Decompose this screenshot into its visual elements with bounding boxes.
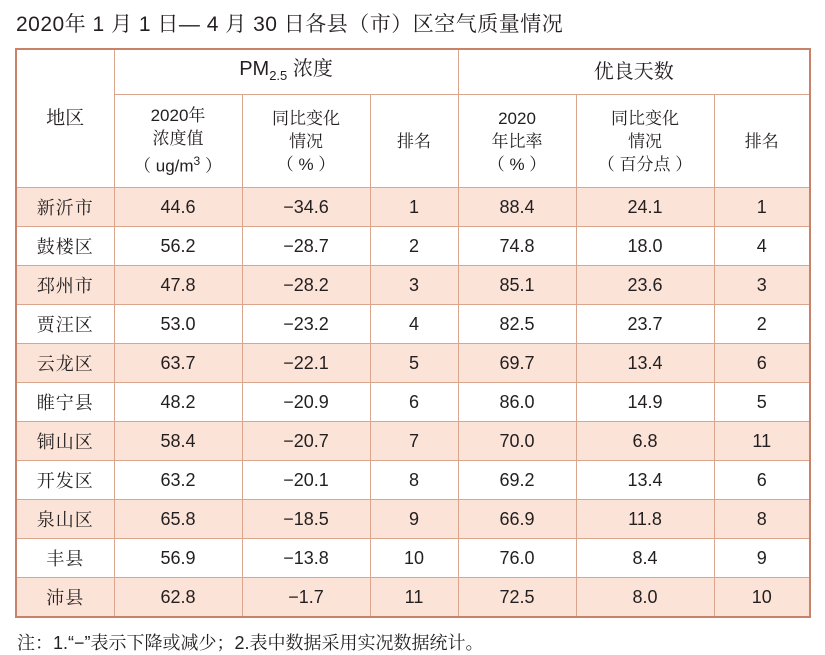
table-header-group-row bbox=[16, 49, 810, 95]
pm25-change-line2: 情况 bbox=[289, 131, 323, 151]
cell-pm25-value: 53.0 bbox=[114, 305, 242, 344]
cell-region: 贾汪区 bbox=[16, 305, 114, 344]
cell-good-rank: 4 bbox=[714, 227, 810, 266]
cell-pm25-rank: 5 bbox=[370, 344, 458, 383]
cell-good-change: 13.4 bbox=[576, 344, 714, 383]
cell-good-rank: 2 bbox=[714, 305, 810, 344]
cell-pm25-rank: 3 bbox=[370, 266, 458, 305]
cell-good-change: 8.0 bbox=[576, 578, 714, 618]
cell-good-rate: 82.5 bbox=[458, 305, 576, 344]
cell-region: 云龙区 bbox=[16, 344, 114, 383]
cell-good-rate: 85.1 bbox=[458, 266, 576, 305]
cell-pm25-value: 56.2 bbox=[114, 227, 242, 266]
table-row bbox=[16, 305, 810, 344]
column-header-good-change bbox=[576, 95, 714, 188]
cell-good-rate: 69.2 bbox=[458, 461, 576, 500]
pm25-unit-suffix: ） bbox=[200, 156, 222, 176]
column-header-pm25-change bbox=[242, 95, 370, 188]
cell-good-change: 6.8 bbox=[576, 422, 714, 461]
cell-pm25-value: 65.8 bbox=[114, 500, 242, 539]
cell-region: 沛县 bbox=[16, 578, 114, 618]
cell-good-rank: 8 bbox=[714, 500, 810, 539]
cell-good-change: 23.7 bbox=[576, 305, 714, 344]
cell-pm25-rank: 11 bbox=[370, 578, 458, 618]
cell-good-change: 11.8 bbox=[576, 500, 714, 539]
cell-pm25-change: −20.9 bbox=[242, 383, 370, 422]
cell-pm25-value: 63.7 bbox=[114, 344, 242, 383]
cell-good-rank: 9 bbox=[714, 539, 810, 578]
good-rate-line1: 2020 bbox=[498, 108, 536, 128]
pm25-value-line3 bbox=[117, 150, 240, 178]
air-quality-table bbox=[15, 48, 811, 618]
cell-good-rate: 76.0 bbox=[458, 539, 576, 578]
cell-good-rank: 5 bbox=[714, 383, 810, 422]
cell-good-rate: 88.4 bbox=[458, 188, 576, 227]
pm25-label-main: PM bbox=[239, 57, 270, 80]
cell-pm25-change: −23.2 bbox=[242, 305, 370, 344]
cell-region: 开发区 bbox=[16, 461, 114, 500]
cell-good-rate: 66.9 bbox=[458, 500, 576, 539]
cell-pm25-rank: 7 bbox=[370, 422, 458, 461]
pm25-unit-superscript: 3 bbox=[193, 154, 201, 169]
table-row bbox=[16, 578, 810, 618]
table-row bbox=[16, 539, 810, 578]
cell-region: 新沂市 bbox=[16, 188, 114, 227]
cell-pm25-value: 56.9 bbox=[114, 539, 242, 578]
good-change-line2: 情况 bbox=[628, 131, 663, 151]
cell-good-change: 13.4 bbox=[576, 461, 714, 500]
cell-region: 丰县 bbox=[16, 539, 114, 578]
cell-pm25-rank: 1 bbox=[370, 188, 458, 227]
pm25-value-line1: 2020年 bbox=[150, 106, 206, 126]
cell-pm25-value: 44.6 bbox=[114, 188, 242, 227]
cell-pm25-change: −20.1 bbox=[242, 461, 370, 500]
cell-good-rate: 70.0 bbox=[458, 422, 576, 461]
table-row bbox=[16, 383, 810, 422]
cell-pm25-change: −1.7 bbox=[242, 578, 370, 618]
cell-pm25-rank: 2 bbox=[370, 227, 458, 266]
cell-good-change: 8.4 bbox=[576, 539, 714, 578]
cell-region: 邳州市 bbox=[16, 266, 114, 305]
pm25-change-line3: （ % ） bbox=[276, 154, 336, 174]
table-header-sub-row bbox=[16, 95, 810, 188]
table-row bbox=[16, 461, 810, 500]
cell-good-change: 23.6 bbox=[576, 266, 714, 305]
cell-good-change: 18.0 bbox=[576, 227, 714, 266]
cell-pm25-value: 63.2 bbox=[114, 461, 242, 500]
cell-good-rank: 10 bbox=[714, 578, 810, 618]
table-row bbox=[16, 227, 810, 266]
cell-region: 睢宁县 bbox=[16, 383, 114, 422]
cell-pm25-value: 62.8 bbox=[114, 578, 242, 618]
cell-pm25-rank: 8 bbox=[370, 461, 458, 500]
column-group-header-pm25 bbox=[114, 49, 458, 95]
table-row bbox=[16, 500, 810, 539]
cell-good-rank: 6 bbox=[714, 344, 810, 383]
cell-pm25-change: −20.7 bbox=[242, 422, 370, 461]
cell-good-rate: 86.0 bbox=[458, 383, 576, 422]
column-header-pm25-value bbox=[114, 95, 242, 188]
cell-pm25-change: −22.1 bbox=[242, 344, 370, 383]
table-row bbox=[16, 422, 810, 461]
cell-pm25-change: −13.8 bbox=[242, 539, 370, 578]
cell-pm25-rank: 4 bbox=[370, 305, 458, 344]
cell-pm25-change: −34.6 bbox=[242, 188, 370, 227]
cell-good-rate: 74.8 bbox=[458, 227, 576, 266]
cell-pm25-value: 47.8 bbox=[114, 266, 242, 305]
pm25-change-line1: 同比变化 bbox=[272, 108, 340, 128]
table-row bbox=[16, 188, 810, 227]
cell-good-rank: 6 bbox=[714, 461, 810, 500]
table-row bbox=[16, 344, 810, 383]
cell-pm25-value: 48.2 bbox=[114, 383, 242, 422]
cell-pm25-value: 58.4 bbox=[114, 422, 242, 461]
cell-good-rank: 3 bbox=[714, 266, 810, 305]
column-header-region: 地区 bbox=[16, 49, 114, 188]
column-header-pm25-rank: 排名 bbox=[370, 95, 458, 188]
cell-good-change: 24.1 bbox=[576, 188, 714, 227]
cell-pm25-change: −28.7 bbox=[242, 227, 370, 266]
good-rate-line2: 年比率 bbox=[491, 131, 543, 151]
pm25-label-subscript: 2.5 bbox=[269, 67, 288, 83]
table-head bbox=[16, 49, 810, 188]
cell-good-change: 14.9 bbox=[576, 383, 714, 422]
cell-good-rate: 69.7 bbox=[458, 344, 576, 383]
pm25-label-tail: 浓度 bbox=[287, 57, 333, 80]
column-header-good-rank: 排名 bbox=[714, 95, 810, 188]
cell-pm25-rank: 9 bbox=[370, 500, 458, 539]
good-change-line1: 同比变化 bbox=[611, 108, 680, 128]
cell-good-rate: 72.5 bbox=[458, 578, 576, 618]
column-group-header-good-days: 优良天数 bbox=[458, 49, 810, 95]
cell-pm25-change: −18.5 bbox=[242, 500, 370, 539]
good-rate-line3: （ % ） bbox=[487, 154, 547, 174]
cell-region: 鼓楼区 bbox=[16, 227, 114, 266]
cell-pm25-rank: 10 bbox=[370, 539, 458, 578]
cell-good-rank: 1 bbox=[714, 188, 810, 227]
page-title: 2020年 1 月 1 日— 4 月 30 日各县（市）区空气质量情况 bbox=[16, 13, 564, 36]
good-change-line3: （ 百分点 ） bbox=[597, 154, 693, 174]
table-row bbox=[16, 266, 810, 305]
cell-good-rank: 11 bbox=[714, 422, 810, 461]
table-footnote: 注：1.“−”表示下降或减少；2.表中数据采用实况数据统计。 bbox=[17, 633, 484, 653]
cell-pm25-rank: 6 bbox=[370, 383, 458, 422]
pm25-unit-prefix: （ ug/m bbox=[134, 156, 194, 176]
table-body bbox=[16, 188, 810, 618]
cell-pm25-change: −28.2 bbox=[242, 266, 370, 305]
pm25-value-line2: 浓度值 bbox=[152, 129, 204, 149]
cell-region: 泉山区 bbox=[16, 500, 114, 539]
column-header-good-rate bbox=[458, 95, 576, 188]
cell-region: 铜山区 bbox=[16, 422, 114, 461]
